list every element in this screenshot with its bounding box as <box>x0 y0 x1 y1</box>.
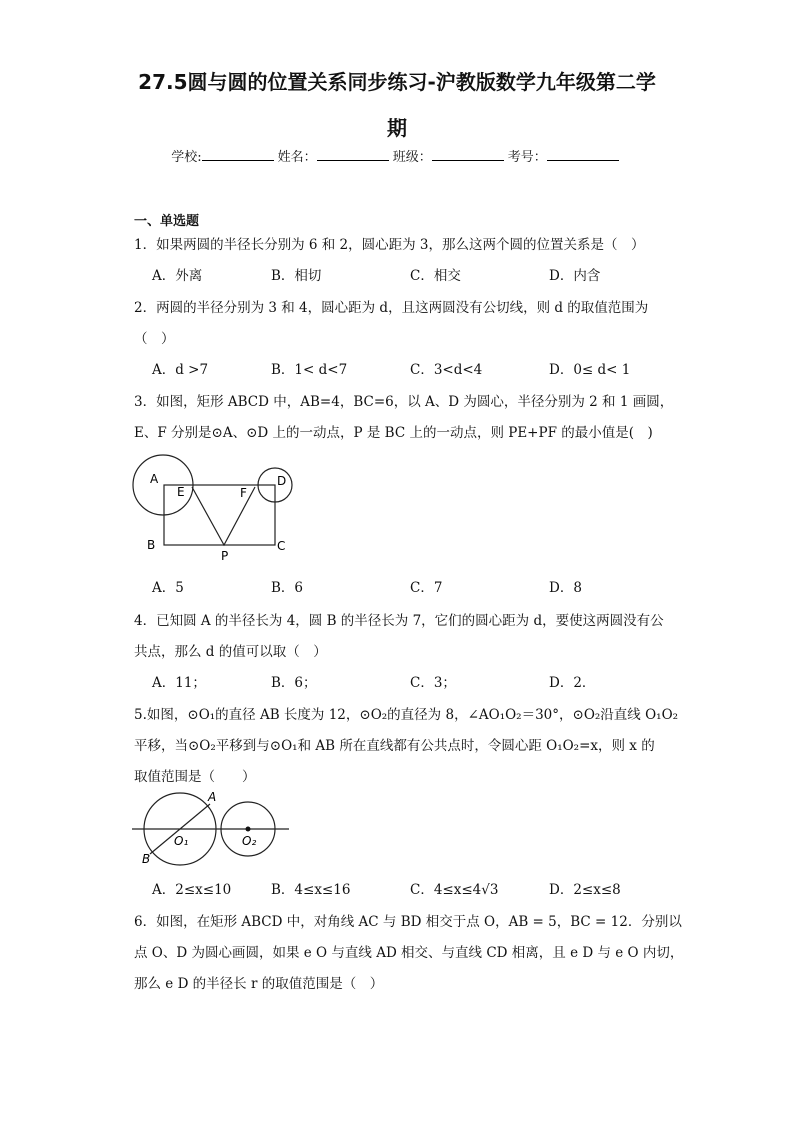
q5-line1: 5.如图，⊙O₁的直径 AB 长度为 12，⊙O₂的直径为 8，∠AO₁O₂＝30°，⊙O₂沿直线 O₁O₂ <box>134 707 679 723</box>
name-label: 姓名： <box>277 150 317 165</box>
class-blank <box>432 148 504 161</box>
label-b: B <box>147 538 156 552</box>
center-o2 <box>246 827 251 832</box>
q1-option-b: B．相切 <box>271 268 322 284</box>
number-blank <box>547 148 619 161</box>
q5-option-a: A．2≤x≤10 <box>152 882 232 898</box>
section-heading: 一、单选题 <box>134 214 200 229</box>
q3-option-b: B．6 <box>271 580 304 596</box>
label-e: E <box>177 485 185 499</box>
q1-line1: 1．如果两圆的半径长分别为 6 和 2，圆心距为 3，那么这两个圆的位置关系是（ ） <box>134 237 645 253</box>
q5-option-b: B．4≤x≤16 <box>271 882 351 898</box>
class-label: 班级： <box>392 150 432 165</box>
label-b: B <box>142 852 151 866</box>
name-blank <box>317 148 389 161</box>
q3-option-a: A．5 <box>152 580 184 596</box>
label-o1: O₁ <box>174 834 189 848</box>
q3-figure <box>128 448 298 570</box>
q4-option-a: A．11； <box>152 675 206 691</box>
q4-option-d: D．2． <box>549 675 596 691</box>
q6-line3: 那么 e D 的半径长 r 的取值范围是（ ） <box>134 976 384 992</box>
number-label: 考号： <box>507 150 547 165</box>
q4-option-c: C．3； <box>410 675 456 691</box>
q5-option-c: C．4≤x≤4√3 <box>410 882 499 898</box>
doc-title-line2: 期 <box>387 116 407 140</box>
label-f: F <box>240 486 247 500</box>
q5-line3: 取值范围是（ ） <box>134 769 256 785</box>
q5-line2: 平移，当⊙O₂平移到与⊙O₁和 AB 所在直线都有公共点时，令圆心距 O₁O₂=x，则 x 的 <box>134 738 655 754</box>
q3-line2: E、F 分别是⊙A、⊙D 上的一动点，P 是 BC 上的一动点，则 PE+PF 的最小值是( ) <box>134 425 653 441</box>
label-d: D <box>277 474 287 488</box>
q4-line1: 4．已知圆 A 的半径长为 4，圆 B 的半径长为 7，它们的圆心距为 d，要使这两圆没有公 <box>134 613 664 629</box>
q4-option-b: B．6； <box>271 675 317 691</box>
label-a: A <box>150 472 159 486</box>
q2-option-b: B．1< d<7 <box>271 362 348 378</box>
q3-line1: 3．如图，矩形 ABCD 中，AB=4，BC=6，以 A、D 为圆心，半径分别为 2 和 1 画圆， <box>134 394 674 410</box>
q4-line2: 共点，那么 d 的值可以取（ ） <box>134 644 327 660</box>
label-c: C <box>277 539 286 553</box>
doc-title-line1: 27.5圆与圆的位置关系同步练习-沪教版数学九年级第二学 <box>138 70 656 94</box>
q3-option-c: C．7 <box>410 580 443 596</box>
q5-figure <box>128 788 293 868</box>
q2-line2: （ ） <box>134 331 175 347</box>
student-info-line <box>0 146 794 165</box>
q2-option-d: D．0≤ d< 1 <box>549 362 631 378</box>
q6-line1: 6．如图，在矩形 ABCD 中，对角线 AC 与 BD 相交于点 O，AB = 5，BC = 12．分别以 <box>134 914 682 930</box>
q1-option-d: D．内含 <box>549 268 601 284</box>
q5-option-d: D．2≤x≤8 <box>549 882 621 898</box>
q1-option-c: C．相交 <box>410 268 461 284</box>
q1-option-a: A．外离 <box>152 268 203 284</box>
label-o2: O₂ <box>242 834 257 848</box>
q2-line1: 2．两圆的半径分别为 3 和 4，圆心距为 d，且这两圆没有公切线，则 d 的取值范围为 <box>134 300 649 316</box>
school-label: 学校: <box>171 150 202 165</box>
school-blank <box>202 148 274 161</box>
q2-option-a: A．d >7 <box>152 362 209 378</box>
label-p: P <box>221 549 229 563</box>
label-a: A <box>208 790 217 804</box>
q6-line2: 点 O、D 为圆心画圆，如果 e O 与直线 AD 相交、与直线 CD 相离，且 e D 与 e O 内切， <box>134 945 684 961</box>
q2-option-c: C．3<d<4 <box>410 362 483 378</box>
q3-option-d: D．8 <box>549 580 582 596</box>
